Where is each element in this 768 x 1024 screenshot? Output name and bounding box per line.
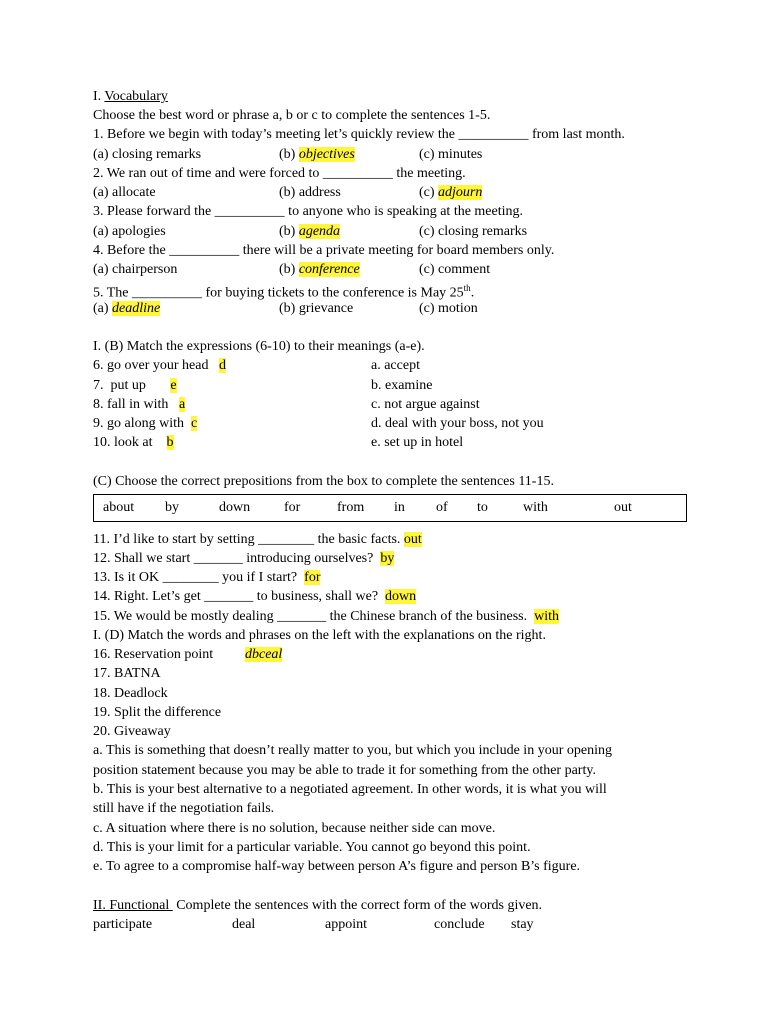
match-expression-7: 7. put up e: [93, 378, 177, 393]
section1-heading: I. Vocabulary: [93, 89, 168, 104]
meaning-b: b. examine: [371, 378, 433, 393]
explanation-c: c. A situation where there is no solution, because neither side can move.: [93, 821, 496, 836]
explanation-e: e. To agree to a compromise half-way between person A’s figure and person B’s figure.: [93, 859, 581, 874]
box-word: out: [614, 500, 632, 515]
section1-instruction: Choose the best word or phrase a, b or c to complete the sentences 1-5.: [93, 108, 491, 123]
explanation-a-line1: a. This is something that doesn’t really matter to you, but which you include in your opening: [93, 743, 612, 758]
preposition-box: [93, 494, 687, 522]
word-option: appoint: [325, 917, 367, 932]
question-11: 11. I’d like to start by setting ________ the basic facts. out: [93, 532, 422, 547]
box-word: in: [394, 500, 405, 515]
box-word: by: [165, 500, 179, 515]
q1-option-c: (c) minutes: [419, 147, 483, 162]
word-option: stay: [511, 917, 534, 932]
q3-option-a: (a) apologies: [93, 224, 166, 239]
match-expression-6: 6. go over your head d: [93, 358, 226, 373]
q4-option-c: (c) comment: [419, 262, 491, 277]
q2-option-a: (a) allocate: [93, 185, 156, 200]
meaning-c: c. not argue against: [371, 397, 480, 412]
explanation-d: d. This is your limit for a particular variable. You cannot go beyond this point.: [93, 840, 531, 855]
question-3: 3. Please forward the __________ to anyone who is speaking at the meeting.: [93, 204, 524, 219]
q2-option-c: (c) adjourn: [419, 185, 483, 200]
question-14: 14. Right. Let’s get _______ to business, shall we? down: [93, 589, 417, 604]
box-word: about: [103, 500, 135, 515]
sectionC-instruction: (C) Choose the correct prepositions from the box to complete the sentences 11-15.: [93, 474, 554, 489]
q3-option-c: (c) closing remarks: [419, 224, 528, 239]
sectionD-answer: dbceal: [245, 647, 283, 662]
explanation-a-line2: position statement because you may be able to trade it for something from the other party.: [93, 763, 596, 778]
sectionB-instruction: I. (B) Match the expressions (6-10) to their meanings (a-e).: [93, 339, 425, 354]
match-expression-10: 10. look at b: [93, 435, 174, 450]
box-word: to: [477, 500, 488, 515]
q2-option-b: (b) address: [279, 185, 341, 200]
question-13: 13. Is it OK ________ you if I start? for: [93, 570, 321, 585]
term-17: 17. BATNA: [93, 666, 161, 681]
meaning-d: d. deal with your boss, not you: [371, 416, 544, 431]
match-expression-9: 9. go along with c: [93, 416, 198, 431]
question-15: 15. We would be mostly dealing _______ the Chinese branch of the business. with: [93, 609, 559, 624]
q1-option-b: (b) objectives: [279, 147, 355, 162]
q1-option-a: (a) closing remarks: [93, 147, 202, 162]
q4-option-b: (b) conference: [279, 262, 360, 277]
question-5: 5. The __________ for buying tickets to the conference is May 25th.: [93, 283, 475, 301]
question-2: 2. We ran out of time and were forced to __________ the meeting.: [93, 166, 466, 181]
word-option: conclude: [434, 917, 485, 932]
meaning-e: e. set up in hotel: [371, 435, 464, 450]
box-word: from: [337, 500, 365, 515]
explanation-b-line1: b. This is your best alternative to a negotiated agreement. In other words, it is what you will: [93, 782, 607, 797]
sectionD-instruction: I. (D) Match the words and phrases on the left with the explanations on the right.: [93, 628, 546, 643]
term-16: 16. Reservation point: [93, 647, 214, 662]
section2-heading: II. Functional Complete the sentences with the correct form of the words given.: [93, 898, 543, 913]
word-option: deal: [232, 917, 256, 932]
question-4: 4. Before the __________ there will be a private meeting for board members only.: [93, 243, 555, 258]
box-word: for: [284, 500, 301, 515]
q5-option-c: (c) motion: [419, 301, 478, 316]
match-expression-8: 8. fall in with a: [93, 397, 186, 412]
question-1: 1. Before we begin with today’s meeting let’s quickly review the __________ from last month.: [93, 127, 625, 142]
box-word: down: [219, 500, 251, 515]
box-word: of: [436, 500, 448, 515]
box-word: with: [523, 500, 548, 515]
term-19: 19. Split the difference: [93, 705, 222, 720]
question-12: 12. Shall we start _______ introducing ourselves? by: [93, 551, 395, 566]
term-20: 20. Giveaway: [93, 724, 171, 739]
q5-option-a: (a) deadline: [93, 301, 161, 316]
q4-option-a: (a) chairperson: [93, 262, 178, 277]
meaning-a: a. accept: [371, 358, 420, 373]
word-option: participate: [93, 917, 153, 932]
term-18: 18. Deadlock: [93, 686, 168, 701]
q5-option-b: (b) grievance: [279, 301, 354, 316]
q3-option-b: (b) agenda: [279, 224, 341, 239]
explanation-b-line2: still have if the negotiation fails.: [93, 801, 275, 816]
